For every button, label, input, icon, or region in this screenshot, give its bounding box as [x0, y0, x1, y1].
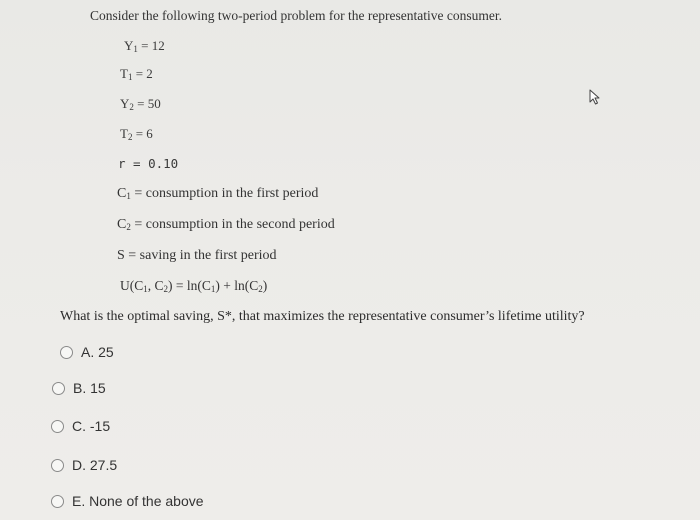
- radio-unselected-icon[interactable]: [60, 346, 73, 359]
- definition-c2: $C_2$ = consumption in the second period: [117, 217, 335, 232]
- radio-unselected-icon[interactable]: [52, 382, 65, 395]
- answer-option-e[interactable]: [51, 493, 204, 509]
- radio-unselected-icon[interactable]: [51, 495, 64, 508]
- answer-option-c[interactable]: [51, 418, 110, 434]
- answer-option-label: E. None of the above: [72, 493, 204, 509]
- answer-option-label: D. 27.5: [72, 457, 118, 473]
- radio-unselected-icon[interactable]: [51, 459, 64, 472]
- radio-unselected-icon[interactable]: [51, 420, 64, 433]
- definition-s: S = saving in the first period: [117, 248, 277, 263]
- answer-option-d[interactable]: [51, 457, 117, 473]
- definition-c1: $C_1$ = consumption in the first period: [117, 186, 319, 201]
- param-y1: $Y_1 = 12$: [124, 38, 165, 54]
- param-y2: $Y_2 = 50$: [120, 96, 161, 112]
- param-r: r = 0.10: [118, 156, 179, 171]
- answer-option-label: C. -15: [72, 418, 111, 434]
- utility-function: $U(C_1$, $C_2) = \ln(C_1) + \ln(C_2)$: [120, 278, 268, 294]
- mouse-pointer-icon: [588, 89, 604, 105]
- param-t2: $T_2 = 6$: [120, 126, 153, 142]
- question-intro: Consider the following two-period problem for the representative consumer.: [90, 8, 503, 23]
- answer-option-b[interactable]: [52, 380, 106, 396]
- answer-option-label: B. 15: [73, 380, 106, 396]
- answer-option-label: A. 25: [81, 344, 114, 360]
- answer-option-a[interactable]: [60, 344, 114, 360]
- question-prompt: What is the optimal saving, S*, that maximizes the representative consumer’s lifetime utility?: [60, 309, 585, 324]
- param-t1: $T_1 = 2$: [120, 66, 153, 82]
